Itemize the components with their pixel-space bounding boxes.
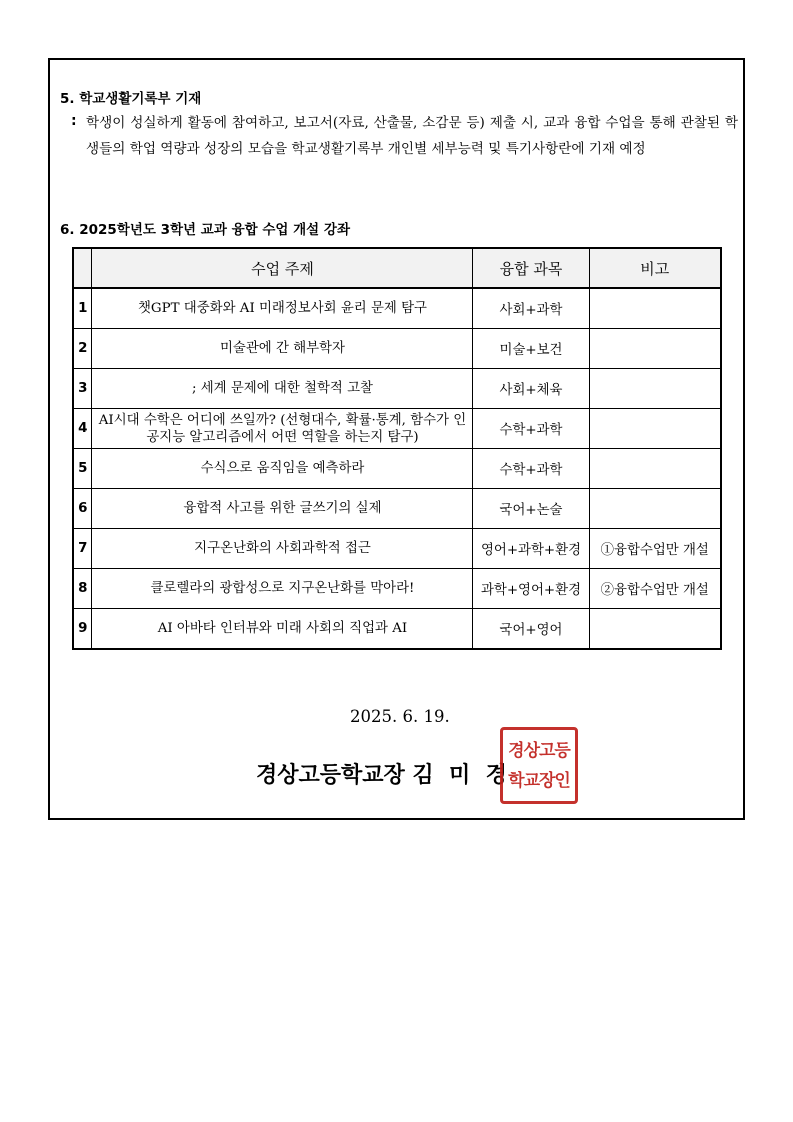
row-number: 2 [73,329,92,369]
row-topic: 챗GPT 대중화와 AI 미래정보사회 윤리 문제 탐구 [92,288,473,329]
row-subjects: 미술+보건 [473,329,589,369]
table-row [73,569,721,609]
row-topic: ; 세계 문제에 대한 철학적 고찰 [92,369,473,409]
section-5-text: 학생이 성실하게 활동에 참여하고, 보고서(자료, 산출물, 소감문 등) 제출 시, 교과 융합 수업을 통해 관찰된 학생들의 학업 역량과 성장의 모습을 학교생활기록부 개인별 세부능력 및 특기사항란에 기재 예정 [86,115,738,157]
row-number: 4 [73,409,92,449]
row-note [589,329,721,369]
section-5-colon: : [71,113,77,129]
row-subjects: 국어+영어 [473,609,589,650]
table-row [73,288,721,329]
table-header-row [73,248,721,288]
row-note [589,609,721,650]
table-row [73,489,721,529]
row-subjects: 국어+논술 [473,489,589,529]
section-5-title: 5. 학교생활기록부 기재 [60,91,202,107]
row-note [589,288,721,329]
course-table [72,247,722,650]
row-number: 8 [73,569,92,609]
section-6-title: 6. 2025학년도 3학년 교과 융합 수업 개설 강좌 [60,222,351,238]
row-subjects: 수학+과학 [473,449,589,489]
row-subjects: 사회+체육 [473,369,589,409]
table-row [73,409,721,449]
row-topic: 클로렐라의 광합성으로 지구온난화를 막아라! [92,569,473,609]
issue-date: 2025. 6. 19. [350,707,450,726]
row-topic: AI 아바타 인터뷰와 미래 사회의 직업과 AI [92,609,473,650]
header-note: 비고 [589,248,721,288]
official-seal-stamp [500,727,578,804]
row-note: ②융합수업만 개설 [589,569,721,609]
table-row [73,609,721,650]
row-topic: 미술관에 간 해부학자 [92,329,473,369]
seal-text-top: 경상고등 [508,740,570,761]
row-note [589,369,721,409]
row-subjects: 사회+과학 [473,288,589,329]
row-number: 1 [73,288,92,329]
row-note [589,489,721,529]
row-note [589,409,721,449]
row-number: 3 [73,369,92,409]
row-number: 5 [73,449,92,489]
row-subjects: 영어+과학+환경 [473,529,589,569]
row-topic: 지구온난화의 사회과학적 접근 [92,529,473,569]
row-subjects: 과학+영어+환경 [473,569,589,609]
principal-name: 경상고등학교장 김 미 경 [256,763,507,788]
row-note: ①융합수업만 개설 [589,529,721,569]
header-topic: 수업 주제 [92,248,473,288]
row-subjects: 수학+과학 [473,409,589,449]
row-number: 9 [73,609,92,650]
table-row [73,449,721,489]
table-row [73,329,721,369]
row-note [589,449,721,489]
row-topic: 융합적 사고를 위한 글쓰기의 실제 [92,489,473,529]
row-number: 6 [73,489,92,529]
row-topic: AI시대 수학은 어디에 쓰일까? (선형대수, 확률·통계, 함수가 인공지능 알고리즘에서 어떤 역할을 하는지 탐구) [92,409,473,449]
header-subjects: 융합 과목 [473,248,589,288]
row-topic: 수식으로 움직임을 예측하라 [92,449,473,489]
row-number: 7 [73,529,92,569]
table-row [73,369,721,409]
seal-text-bottom: 학교장인 [508,770,570,791]
header-number [73,248,92,288]
table-row [73,529,721,569]
principal-signature-line [256,758,507,789]
